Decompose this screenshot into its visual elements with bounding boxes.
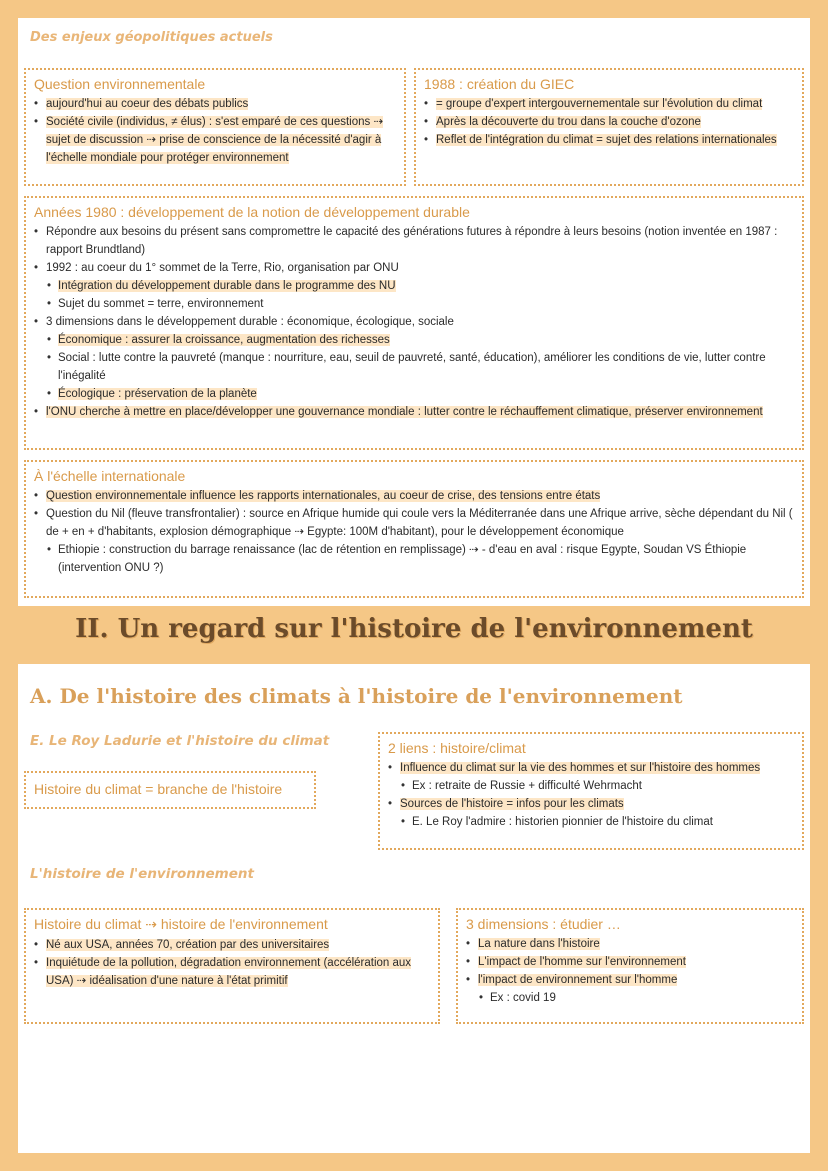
box-title: 2 liens : histoire/climat — [388, 740, 526, 756]
list-item: • Reflet de l'intégration du climat = sujet des relations internationales — [416, 131, 802, 149]
liens-box — [378, 732, 804, 850]
list-item: • aujourd'hui au coeur des débats publics — [26, 95, 404, 113]
dev-durable-box — [24, 196, 804, 450]
list-item: • Société civile (individus, ≠ élus) : s'est emparé de ces questions ⇢ sujet de discussion ⇢ prise de conscience de la nécessité d'agir à l'échelle mondiale pour protéger environnement — [26, 113, 404, 167]
list-subitem: • Économique : assurer la croissance, augmentation des richesses — [26, 331, 802, 349]
list-item: • Sources de l'histoire = infos pour les climats — [380, 795, 802, 813]
subsection-title: A. De l'histoire des climats à l'histoire de l'environnement — [30, 684, 683, 708]
list-item: • 1992 : au coeur du 1° sommet de la Terre, Rio, organisation par ONU — [26, 259, 802, 277]
list-item: • = groupe d'expert intergouvernementale sur l'évolution du climat — [416, 95, 802, 113]
hist-env-box — [24, 908, 440, 1024]
list-subitem: • Sujet du sommet = terre, environnement — [26, 295, 802, 313]
env-heading: L'histoire de l'environnement — [30, 866, 254, 882]
box-title: Années 1980 : développement de la notion de développement durable — [34, 204, 470, 220]
list-item: • Né aux USA, années 70, création par des universitaires — [26, 936, 438, 954]
list-subitem: • Ex : covid 19 — [458, 989, 802, 1007]
giec-box — [414, 68, 804, 186]
list-item: • Question du Nil (fleuve transfrontalier) : source en Afrique humide qui coule vers la Méditerranée dans une Afrique arrive, sèche dépendant du Nil ( de + en + d'habitants, explosion démographique ⇢ Egypte: 100M d'habitant), pour le développement économique — [26, 505, 802, 541]
list-subitem: • Ethiopie : construction du barrage renaissance (lac de rétention en remplissage) ⇢ - d'eau en aval : risque Egypte, Soudan VS Éthiopie (intervention ONU ?) — [26, 541, 802, 577]
list-item: • l'impact de environnement sur l'homme — [458, 971, 802, 989]
list-item: • Influence du climat sur la vie des hommes et sur l'histoire des hommes — [380, 759, 802, 777]
section-title: II. Un regard sur l'histoire de l'environnement — [75, 614, 753, 644]
list-item: • Répondre aux besoins du présent sans compromettre le capacité des générations futures à répondre à leurs besoins (notion inventée en 1987 : rapport Brundtland) — [26, 223, 802, 259]
list-item: • l'ONU cherche à mettre en place/développer une gouvernance mondiale : lutter contre le réchauffement climatique, préserver environnement — [26, 403, 802, 421]
question-env-box — [24, 68, 406, 186]
list-item: • Question environnementale influence les rapports internationales, au coeur de crise, des tensions entre états — [26, 487, 802, 505]
list-item: • L'impact de l'homme sur l'environnement — [458, 953, 802, 971]
branche-box — [24, 771, 316, 809]
box-title: 3 dimensions : étudier … — [466, 916, 621, 932]
list-item: • Inquiétude de la pollution, dégradation environnement (accélération aux USA) ⇢ idéalisation d'une nature à l'état primitif — [26, 954, 438, 990]
list-subitem: • Social : lutte contre la pauvreté (manque : nourriture, eau, seuil de pauvreté, santé, éducation), améliorer les conditions de vie, lutter contre l'inégalité — [26, 349, 802, 385]
international-box — [24, 460, 804, 598]
list-subitem: • Intégration du développement durable dans le programme des NU — [26, 277, 802, 295]
list-item: • 3 dimensions dans le développement durable : économique, écologique, sociale — [26, 313, 802, 331]
list-subitem: • E. Le Roy l'admire : historien pionnier de l'histoire du climat — [380, 813, 802, 831]
le-roy-heading: E. Le Roy Ladurie et l'histoire du climat — [30, 733, 330, 749]
dimensions-box — [456, 908, 804, 1024]
section-heading: Des enjeux géopolitiques actuels — [30, 30, 273, 45]
box-title: Question environnementale — [34, 76, 206, 92]
box-title: 1988 : création du GIEC — [424, 76, 575, 92]
box-title: À l'échelle internationale — [34, 468, 186, 484]
list-subitem: • Ex : retraite de Russie + difficulté Wehrmacht — [380, 777, 802, 795]
list-subitem: • Écologique : préservation de la planète — [26, 385, 802, 403]
list-item: • La nature dans l'histoire — [458, 935, 802, 953]
box-title: Histoire du climat = branche de l'histoire — [34, 781, 283, 797]
list-item: • Après la découverte du trou dans la couche d'ozone — [416, 113, 802, 131]
box-title: Histoire du climat ⇢ histoire de l'environnement — [34, 916, 328, 932]
